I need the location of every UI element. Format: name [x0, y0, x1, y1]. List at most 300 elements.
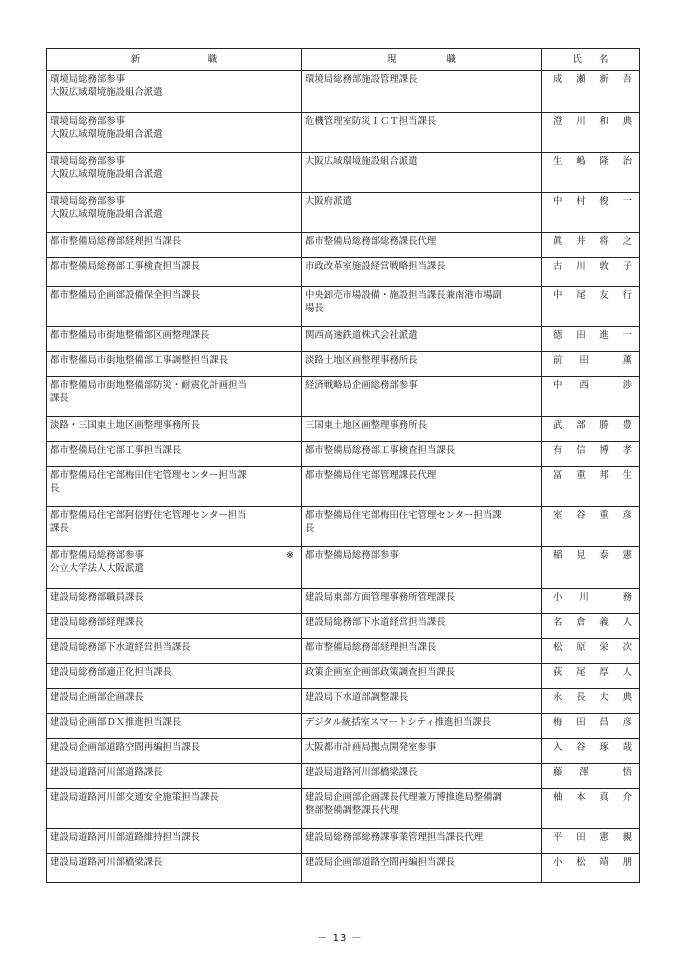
new-post-text: 建設局企画部企画課長 [50, 692, 144, 703]
new-post-text: 建設局総務部下水道経営担当課長 [50, 642, 191, 653]
current-post-cell [302, 854, 542, 883]
header-new-post-chars [47, 49, 301, 70]
name-char: 人 [622, 667, 632, 678]
name-cell [542, 829, 640, 854]
current-post-cell [302, 153, 542, 193]
current-post-cell [302, 258, 542, 287]
new-post-text: 都市整備局市街地整備部防災・耐震化計画担当 [50, 380, 247, 391]
name-char: 名 [553, 617, 563, 628]
current-post-text: 整部整備調整課長代理 [305, 805, 399, 816]
header-name-chars [542, 49, 639, 70]
personnel-table-sheet [46, 48, 639, 883]
name-char: 德 [553, 330, 563, 341]
header-char: 新 [130, 54, 141, 65]
current-post-cell [302, 689, 542, 714]
name-char: 谷 [576, 510, 586, 521]
table-row [47, 258, 640, 287]
name-char: 有 [553, 445, 563, 456]
current-post-text: 都市整備局総務部総務課長代理 [305, 236, 437, 247]
new-post-cell [47, 639, 302, 664]
name-char: 豊 [622, 420, 632, 431]
header-char: 職 [207, 54, 218, 65]
person-name [545, 444, 636, 457]
name-char: 柚 [553, 792, 563, 803]
new-post-cell [47, 287, 302, 327]
current-post-text: 経済戦略局企画総務部参事 [305, 380, 418, 391]
current-post-cell [302, 764, 542, 789]
current-post-text: 三国東土地区画整理事務所長 [305, 420, 427, 431]
current-post-text: 都市整備局総務部参事 [305, 550, 399, 561]
new-post-text: 都市整備局市街地整備部工事調整担当課長 [50, 355, 229, 366]
header-name [542, 49, 640, 71]
name-char: 子 [622, 261, 632, 272]
name-cell [542, 233, 640, 258]
new-post-text: 都市整備局総務部工事検査担当課長 [50, 261, 201, 272]
current-post-cell [302, 327, 542, 352]
current-post-cell [302, 287, 542, 327]
table-row [47, 639, 640, 664]
person-name [545, 856, 636, 869]
new-post-cell [47, 714, 302, 739]
name-char: 博 [599, 445, 609, 456]
new-post-cell [47, 442, 302, 467]
header-current-post-chars [302, 49, 541, 70]
name-char: 村 [576, 196, 586, 207]
person-name [545, 549, 636, 562]
name-char: 尾 [576, 290, 586, 301]
current-post-text: 関西高速鉄道株式会社派遣 [305, 330, 418, 341]
current-post-cell [302, 589, 542, 614]
name-char: 小 [553, 857, 563, 868]
name-char: 典 [622, 116, 632, 127]
name-char: 琢 [599, 742, 609, 753]
page-number: － 13 － [317, 933, 363, 944]
person-name [545, 289, 636, 302]
name-char: 成 [553, 74, 563, 85]
person-name [545, 716, 636, 729]
name-cell [542, 417, 640, 442]
new-post-text: 建設局道路河川部交通安全施策担当課長 [50, 792, 219, 803]
header-char: 名 [598, 54, 609, 65]
current-post-cell [302, 664, 542, 689]
new-post-cell [47, 854, 302, 883]
header-char: 現 [386, 54, 397, 65]
name-char: 生 [553, 156, 563, 167]
name-char: 之 [622, 236, 632, 247]
name-cell [542, 258, 640, 287]
name-cell [542, 639, 640, 664]
name-char: 原 [576, 642, 586, 653]
name-char: 介 [622, 792, 632, 803]
current-post-text: 市政改革室施設経営戦略担当課長 [305, 261, 446, 272]
person-name [545, 641, 636, 654]
new-post-text: 都市整備局企画部設備保全担当課長 [50, 290, 201, 301]
person-name [545, 235, 636, 248]
name-char: 中 [553, 290, 563, 301]
new-post-text: 都市整備局総務部経理担当課長 [50, 236, 182, 247]
name-char: 吾 [622, 74, 632, 85]
current-post-cell [302, 507, 542, 547]
name-char: 人 [622, 617, 632, 628]
name-char: 新 [599, 74, 609, 85]
current-post-text: 大阪広域環境施設組合派遣 [305, 156, 418, 167]
person-name [545, 260, 636, 273]
name-char: 田 [576, 832, 586, 843]
name-char: 和 [599, 116, 609, 127]
name-char: 典 [622, 692, 632, 703]
name-char: 一 [622, 330, 632, 341]
new-post-text: 環境局総務部参事 [50, 196, 126, 207]
name-cell [542, 352, 640, 377]
header-char: 氏 [572, 54, 583, 65]
current-post-cell [302, 639, 542, 664]
current-post-cell [302, 71, 542, 113]
name-char: 眞 [553, 236, 563, 247]
new-post-text: 大阪広域環境施設組合派遣 [50, 169, 163, 180]
new-post-text: 環境局総務部参事 [50, 116, 126, 127]
name-cell [542, 467, 640, 507]
current-post-cell [302, 714, 542, 739]
name-char: 田 [579, 355, 589, 366]
current-post-cell [302, 789, 542, 829]
name-char: 永 [553, 692, 563, 703]
name-char: 嶋 [576, 156, 586, 167]
name-cell [542, 714, 640, 739]
name-cell [542, 764, 640, 789]
new-post-cell [47, 71, 302, 113]
current-post-cell [302, 614, 542, 639]
name-char: 田 [576, 717, 586, 728]
name-char: 尾 [576, 667, 586, 678]
current-post-cell [302, 233, 542, 258]
name-char: 彦 [622, 510, 632, 521]
name-cell [542, 287, 640, 327]
new-post-text: 建設局企画部道路空間再編担当課長 [50, 742, 201, 753]
current-post-cell [302, 739, 542, 764]
name-char: 長 [576, 692, 586, 703]
new-post-cell [47, 258, 302, 287]
new-post-text: 都市整備局住宅部阿倍野住宅管理センター担当 [50, 510, 247, 521]
current-post-text: 淡路土地区画整理事務所長 [305, 355, 418, 366]
name-char: 薫 [622, 355, 632, 366]
current-post-text: 建設局東部方面管理事務所管理課長 [305, 592, 456, 603]
name-cell [542, 614, 640, 639]
person-name [545, 115, 636, 128]
new-post-text: 建設局道路河川部道路課長 [50, 767, 163, 778]
table-row [47, 467, 640, 507]
current-post-cell [302, 829, 542, 854]
name-char: 室 [553, 510, 563, 521]
current-post-text: 危機管理室防災ＩＣＴ担当課長 [305, 116, 437, 127]
name-char: 澄 [553, 116, 563, 127]
current-post-text: 建設局下水道部調整課長 [305, 692, 409, 703]
new-post-cell [47, 589, 302, 614]
current-post-text: 建設局道路河川部橋梁課長 [305, 767, 418, 778]
current-post-text: 建設局企画部企画課長代理兼万博推進局整備調 [305, 792, 502, 803]
name-char: 行 [622, 290, 632, 301]
new-post-text: 建設局総務部職員課長 [50, 592, 144, 603]
new-post-cell [47, 233, 302, 258]
name-cell [542, 664, 640, 689]
name-char: 敦 [599, 261, 609, 272]
name-char: 勝 [599, 420, 609, 431]
current-post-cell [302, 193, 542, 233]
new-post-text: 都市整備局総務部参事 [50, 550, 144, 561]
table-row [47, 287, 640, 327]
current-post-text: 大阪都市計画局拠点開発室参事 [305, 742, 437, 753]
header-char: 職 [446, 54, 457, 65]
name-cell [542, 377, 640, 417]
name-char: 武 [553, 420, 563, 431]
name-char: 田 [576, 330, 586, 341]
new-post-cell [47, 614, 302, 639]
name-char: 荻 [553, 667, 563, 678]
name-cell [542, 442, 640, 467]
table-row [47, 614, 640, 639]
name-char: 川 [579, 592, 589, 603]
person-name [545, 155, 636, 168]
name-cell [542, 547, 640, 589]
new-post-text: 公立大学法人大阪派遣 [50, 563, 144, 574]
name-char: 重 [576, 470, 586, 481]
new-post-text: 大阪広域環境施設組合派遣 [50, 209, 163, 220]
name-char: 進 [599, 330, 609, 341]
name-char: 栄 [599, 642, 609, 653]
name-char: 大 [599, 692, 609, 703]
new-post-cell [47, 327, 302, 352]
name-char: 邦 [599, 470, 609, 481]
name-char: 靖 [599, 857, 609, 868]
name-char: 次 [622, 642, 632, 653]
new-post-cell [47, 547, 302, 589]
current-post-text: 都市整備局住宅部梅田住宅管理センター担当課 [305, 510, 502, 521]
name-char: 谷 [576, 742, 586, 753]
person-name [545, 509, 636, 522]
name-char: 本 [576, 792, 586, 803]
name-char: 見 [576, 550, 586, 561]
new-post-cell [47, 689, 302, 714]
table-body [47, 71, 640, 883]
note-mark: ※ [286, 550, 294, 561]
name-char: 澤 [579, 767, 589, 778]
name-char: 生 [622, 470, 632, 481]
name-char: 憲 [599, 832, 609, 843]
current-post-text: 都市整備局総務部工事検査担当課長 [305, 445, 456, 456]
person-name [545, 73, 636, 86]
person-name [545, 741, 636, 754]
name-char: 孝 [622, 445, 632, 456]
name-char: 一 [622, 196, 632, 207]
name-char: 梅 [553, 717, 563, 728]
new-post-cell [47, 377, 302, 417]
current-post-text: 中央卸売市場設備・施設担当課長兼南港市場副 [305, 290, 502, 301]
table-header-row [47, 49, 640, 71]
current-post-text: 環境局総務部施設管理課長 [305, 74, 418, 85]
current-post-text: デジタル統括室スマートシティ推進担当課長 [305, 717, 491, 728]
new-post-text: 建設局道路河川部道路維持担当課長 [50, 832, 201, 843]
new-post-text: 大阪広域環境施設組合派遣 [50, 129, 163, 140]
name-char: 稲 [553, 550, 563, 561]
name-char: 俊 [599, 196, 609, 207]
name-char: 西 [579, 380, 589, 391]
name-cell [542, 739, 640, 764]
header-current-post [302, 49, 542, 71]
personnel-table [46, 48, 640, 883]
person-name [545, 766, 636, 779]
new-post-cell [47, 467, 302, 507]
name-char: 前 [553, 355, 563, 366]
name-char: 松 [576, 857, 586, 868]
name-char: 井 [576, 236, 586, 247]
current-post-cell [302, 113, 542, 153]
person-name [545, 666, 636, 679]
name-char: 真 [599, 792, 609, 803]
name-cell [542, 507, 640, 547]
person-name [545, 329, 636, 342]
name-cell [542, 589, 640, 614]
current-post-cell [302, 547, 542, 589]
name-cell [542, 153, 640, 193]
table-row [47, 689, 640, 714]
name-char: 倉 [576, 617, 586, 628]
name-char: 義 [599, 617, 609, 628]
new-post-cell [47, 417, 302, 442]
name-char: 平 [553, 832, 563, 843]
name-cell [542, 789, 640, 829]
name-char: 朋 [622, 857, 632, 868]
new-post-text: 建設局総務部経理課長 [50, 617, 144, 628]
name-char: 中 [553, 196, 563, 207]
name-char: 松 [553, 642, 563, 653]
name-char: 悟 [622, 767, 632, 778]
name-cell [542, 113, 640, 153]
table-row [47, 789, 640, 829]
new-post-text: 課長 [50, 393, 69, 404]
name-char: 将 [599, 236, 609, 247]
table-row [47, 377, 640, 417]
current-post-text: 建設局企画部道路空間再編担当課長 [305, 857, 456, 868]
name-char: 冨 [553, 470, 563, 481]
current-post-text: 場長 [305, 303, 324, 314]
table-row [47, 352, 640, 377]
new-post-text: 建設局総務部適正化担当課長 [50, 667, 172, 678]
name-cell [542, 193, 640, 233]
name-char: 小 [553, 592, 563, 603]
new-post-text: 都市整備局住宅部工事担当課長 [50, 445, 182, 456]
name-char: 治 [622, 156, 632, 167]
person-name [545, 419, 636, 432]
person-name [545, 354, 636, 367]
table-row [47, 442, 640, 467]
name-char: 厚 [599, 667, 609, 678]
name-char: 哉 [622, 742, 632, 753]
person-name [545, 831, 636, 844]
new-post-cell [47, 789, 302, 829]
table-row [47, 664, 640, 689]
table-row [47, 193, 640, 233]
table-row [47, 113, 640, 153]
name-char: 川 [576, 116, 586, 127]
name-char: 昌 [599, 717, 609, 728]
table-row [47, 589, 640, 614]
name-cell [542, 854, 640, 883]
name-char: 隆 [599, 156, 609, 167]
new-post-cell [47, 507, 302, 547]
table-row [47, 507, 640, 547]
new-post-text: 都市整備局市街地整備部区画整理課長 [50, 330, 210, 341]
table-row [47, 547, 640, 589]
new-post-cell [47, 153, 302, 193]
name-char: 瀬 [576, 74, 586, 85]
name-char: 彦 [622, 717, 632, 728]
name-char: 川 [576, 261, 586, 272]
name-char: 入 [553, 742, 563, 753]
table-row [47, 714, 640, 739]
current-post-cell [302, 442, 542, 467]
name-char: 憲 [622, 550, 632, 561]
current-post-text: 都市整備局住宅部管理課長代理 [305, 470, 437, 481]
table-row [47, 764, 640, 789]
name-char: 藤 [553, 767, 563, 778]
new-post-cell [47, 739, 302, 764]
current-post-cell [302, 377, 542, 417]
current-post-text: 長 [305, 523, 315, 534]
name-char: 泰 [599, 550, 609, 561]
table-row [47, 233, 640, 258]
current-post-text: 建設局総務部下水道経営担当課長 [305, 617, 446, 628]
new-post-text: 都市整備局住宅部梅田住宅管理センター担当課 [50, 470, 247, 481]
new-post-text: 建設局道路河川部橋梁課長 [50, 857, 163, 868]
person-name [545, 791, 636, 804]
new-post-cell [47, 113, 302, 153]
new-post-cell [47, 352, 302, 377]
name-char: 渉 [622, 380, 632, 391]
table-row [47, 327, 640, 352]
name-char: 務 [622, 592, 632, 603]
person-name [545, 379, 636, 392]
table-row [47, 153, 640, 193]
name-cell [542, 689, 640, 714]
current-post-text: 政策企画室企画部政策調査担当課長 [305, 667, 456, 678]
current-post-text: 大阪府派遣 [305, 196, 352, 207]
name-char: 重 [599, 510, 609, 521]
name-char: 中 [553, 380, 563, 391]
current-post-cell [302, 352, 542, 377]
name-char: 信 [576, 445, 586, 456]
new-post-text: 建設局企画部ＤＸ推進担当課長 [50, 717, 182, 728]
new-post-cell [47, 193, 302, 233]
new-post-text: 環境局総務部参事 [50, 156, 126, 167]
header-new-post [47, 49, 302, 71]
table-row [47, 71, 640, 113]
name-char: 古 [553, 261, 563, 272]
table-row [47, 829, 640, 854]
person-name [545, 691, 636, 704]
name-cell [542, 71, 640, 113]
current-post-cell [302, 467, 542, 507]
new-post-cell [47, 664, 302, 689]
name-char: 親 [622, 832, 632, 843]
new-post-text: 長 [50, 483, 60, 494]
table-row [47, 739, 640, 764]
new-post-cell [47, 829, 302, 854]
table-row [47, 854, 640, 883]
person-name [545, 616, 636, 629]
table-row [47, 417, 640, 442]
person-name [545, 469, 636, 482]
name-char: 部 [576, 420, 586, 431]
current-post-text: 建設局総務部総務課事業管理担当課長代理 [305, 832, 484, 843]
